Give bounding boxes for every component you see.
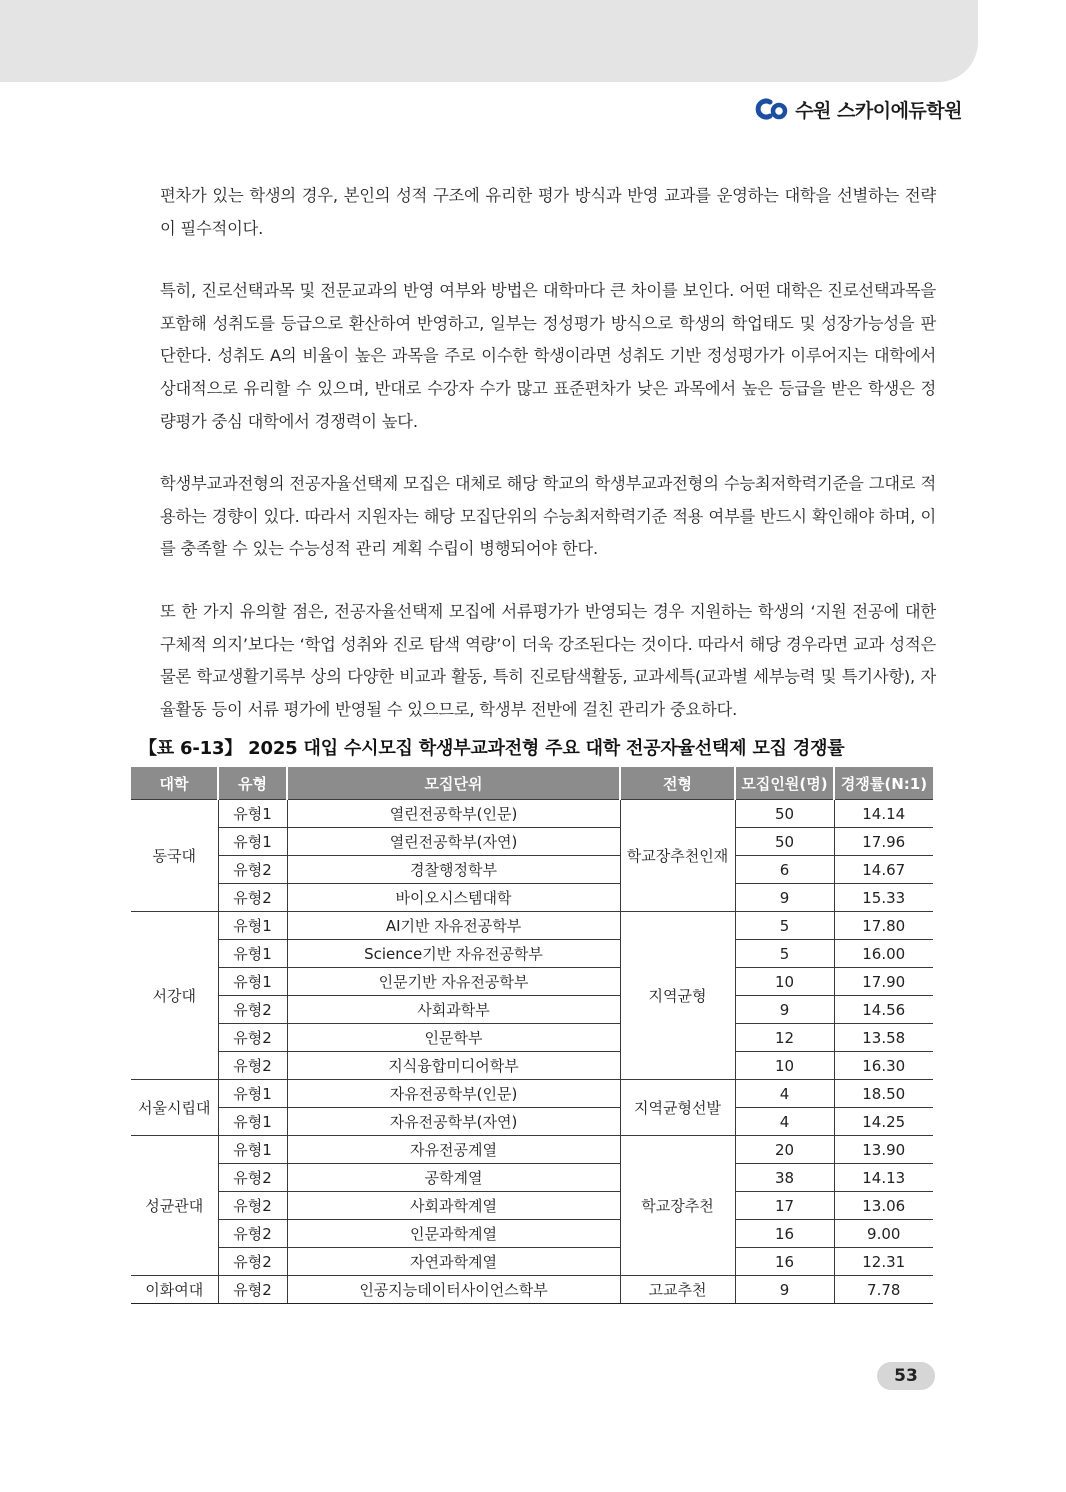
ratio-cell: 14.14 (834, 800, 933, 828)
table-row (131, 828, 933, 856)
quota-cell: 50 (735, 828, 834, 856)
type-cell: 유형2 (218, 1024, 287, 1052)
ratio-cell: 16.00 (834, 940, 933, 968)
quota-cell: 12 (735, 1024, 834, 1052)
table-row (131, 912, 933, 940)
ratio-cell: 7.78 (834, 1276, 933, 1304)
paragraph: 편차가 있는 학생의 경우, 본인의 성적 구조에 유리한 평가 방식과 반영 교과를 운영하는 대학을 선별하는 전략이 필수적이다. (160, 186, 936, 238)
admission-cell: 지역균형 (620, 912, 735, 1080)
unit-cell: 자유전공학부(인문) (287, 1080, 620, 1108)
table-row (131, 884, 933, 912)
admission-cell: 고교추천 (620, 1276, 735, 1304)
type-cell: 유형1 (218, 912, 287, 940)
table-row (131, 1052, 933, 1080)
unit-cell: 인문과학계열 (287, 1220, 620, 1248)
ratio-cell: 14.56 (834, 996, 933, 1024)
quota-cell: 5 (735, 912, 834, 940)
ratio-cell: 14.67 (834, 856, 933, 884)
unit-cell: 경찰행정학부 (287, 856, 620, 884)
type-cell: 유형2 (218, 1052, 287, 1080)
quota-cell: 5 (735, 940, 834, 968)
unit-cell: 바이오시스템대학 (287, 884, 620, 912)
table-title: 【표 6-13】 2025 대입 수시모집 학생부교과전형 주요 대학 전공자율선택제 모집 경쟁률 (139, 738, 845, 759)
quota-cell: 6 (735, 856, 834, 884)
ratio-cell: 18.50 (834, 1080, 933, 1108)
ratio-cell: 13.06 (834, 1192, 933, 1220)
quota-cell: 38 (735, 1164, 834, 1192)
table-row (131, 968, 933, 996)
ratio-cell: 12.31 (834, 1248, 933, 1276)
quota-cell: 50 (735, 800, 834, 828)
ratio-cell: 14.13 (834, 1164, 933, 1192)
column-header: 모집인원(명) (735, 767, 834, 800)
quota-cell: 4 (735, 1080, 834, 1108)
ratio-cell: 17.96 (834, 828, 933, 856)
table-body (131, 800, 933, 1304)
unit-cell: 열린전공학부(자연) (287, 828, 620, 856)
ratio-cell: 13.58 (834, 1024, 933, 1052)
unit-cell: 자유전공학부(자연) (287, 1108, 620, 1136)
unit-cell: 자유전공계열 (287, 1136, 620, 1164)
table-row (131, 996, 933, 1024)
table-row (131, 1248, 933, 1276)
ratio-cell: 13.90 (834, 1136, 933, 1164)
table-row (131, 1136, 933, 1164)
header-band (0, 0, 978, 82)
column-header: 모집단위 (287, 767, 620, 800)
quota-cell: 9 (735, 1276, 834, 1304)
quota-cell: 4 (735, 1108, 834, 1136)
ratio-cell: 15.33 (834, 884, 933, 912)
table-row (131, 1080, 933, 1108)
type-cell: 유형2 (218, 996, 287, 1024)
paragraph: 특히, 진로선택과목 및 전문교과의 반영 여부와 방법은 대학마다 큰 차이를 보인다. 어떤 대학은 진로선택과목을 포함해 성취도를 등급으로 환산하여 반영하고, 일부는 정성평가 방식으로 학생의 학업태도 및 성장가능성을 판단한다. 성취도 A의 비율이 높은 과목을 주로 이수한 학생이라면 성취도 기반 정성평가가 이루어지는 대학에서 상대적으로 유리할 수 있으며, 반대로 수강자 수가 많고 표준편차가 낮은 과목에서 높은 등급을 받은 학생은 정량평가 중심 대학에서 경쟁력이 높다. (160, 281, 936, 431)
unit-cell: 공학계열 (287, 1164, 620, 1192)
column-header: 대학 (131, 767, 218, 800)
brand-logo-icon (755, 97, 789, 121)
type-cell: 유형1 (218, 1080, 287, 1108)
quota-cell: 20 (735, 1136, 834, 1164)
ratio-cell: 14.25 (834, 1108, 933, 1136)
brand-name: 수원 스카이에듀학원 (795, 99, 962, 122)
column-header: 유형 (218, 767, 287, 800)
competition-table (131, 767, 933, 1304)
type-cell: 유형1 (218, 1136, 287, 1164)
university-cell: 서강대 (131, 912, 218, 1080)
table-row (131, 1164, 933, 1192)
unit-cell: 사회과학계열 (287, 1192, 620, 1220)
body-text (160, 180, 936, 756)
type-cell: 유형2 (218, 1276, 287, 1304)
type-cell: 유형1 (218, 940, 287, 968)
unit-cell: 열린전공학부(인문) (287, 800, 620, 828)
unit-cell: 인공지능데이터사이언스학부 (287, 1276, 620, 1304)
paragraph: 학생부교과전형의 전공자율선택제 모집은 대체로 해당 학교의 학생부교과전형의 수능최저학력기준을 그대로 적용하는 경향이 있다. 따라서 지원자는 해당 모집단위의 수능최저학력기준 적용 여부를 반드시 확인해야 하며, 이를 충족할 수 있는 수능성적 관리 계획 수립이 병행되어야 한다. (160, 474, 936, 559)
admission-cell: 학교장추천 (620, 1136, 735, 1276)
ratio-cell: 9.00 (834, 1220, 933, 1248)
table-row (131, 1192, 933, 1220)
table-header-row (131, 767, 933, 800)
ratio-cell: 17.90 (834, 968, 933, 996)
table-row (131, 1024, 933, 1052)
university-cell: 성균관대 (131, 1136, 218, 1276)
unit-cell: Science기반 자유전공학부 (287, 940, 620, 968)
type-cell: 유형2 (218, 1220, 287, 1248)
column-header: 전형 (620, 767, 735, 800)
quota-cell: 16 (735, 1220, 834, 1248)
unit-cell: 자연과학계열 (287, 1248, 620, 1276)
table-row (131, 1220, 933, 1248)
table-row (131, 1276, 933, 1304)
university-cell: 이화여대 (131, 1276, 218, 1304)
table-row (131, 940, 933, 968)
admission-cell: 지역균형선발 (620, 1080, 735, 1136)
type-cell: 유형2 (218, 1164, 287, 1192)
type-cell: 유형2 (218, 1248, 287, 1276)
ratio-cell: 17.80 (834, 912, 933, 940)
quota-cell: 10 (735, 1052, 834, 1080)
unit-cell: 인문학부 (287, 1024, 620, 1052)
type-cell: 유형2 (218, 1192, 287, 1220)
page-number: 53 (877, 1362, 935, 1390)
type-cell: 유형1 (218, 828, 287, 856)
type-cell: 유형2 (218, 884, 287, 912)
type-cell: 유형1 (218, 968, 287, 996)
type-cell: 유형1 (218, 1108, 287, 1136)
table-row (131, 856, 933, 884)
quota-cell: 9 (735, 996, 834, 1024)
quota-cell: 17 (735, 1192, 834, 1220)
table-row (131, 800, 933, 828)
quota-cell: 9 (735, 884, 834, 912)
university-cell: 서울시립대 (131, 1080, 218, 1136)
unit-cell: 사회과학부 (287, 996, 620, 1024)
column-header: 경쟁률(N:1) (834, 767, 933, 800)
quota-cell: 16 (735, 1248, 834, 1276)
university-cell: 동국대 (131, 800, 218, 912)
table-row (131, 1108, 933, 1136)
type-cell: 유형2 (218, 856, 287, 884)
quota-cell: 10 (735, 968, 834, 996)
unit-cell: 인문기반 자유전공학부 (287, 968, 620, 996)
paragraph: 또 한 가지 유의할 점은, 전공자율선택제 모집에 서류평가가 반영되는 경우 지원하는 학생의 ‘지원 전공에 대한 구체적 의지’보다는 ‘학업 성취와 진로 탐색 역량’이 더욱 강조된다는 것이다. 따라서 해당 경우라면 교과 성적은 물론 학교생활기록부 상의 다양한 비교과 활동, 특히 진로탐색활동, 교과세특(교과별 세부능력 및 특기사항), 자율활동 등이 서류 평가에 반영될 수 있으므로, 학생부 전반에 걸친 관리가 중요하다. (160, 601, 936, 719)
type-cell: 유형1 (218, 800, 287, 828)
brand (755, 94, 962, 124)
unit-cell: AI기반 자유전공학부 (287, 912, 620, 940)
unit-cell: 지식융합미디어학부 (287, 1052, 620, 1080)
ratio-cell: 16.30 (834, 1052, 933, 1080)
admission-cell: 학교장추천인재 (620, 800, 735, 912)
